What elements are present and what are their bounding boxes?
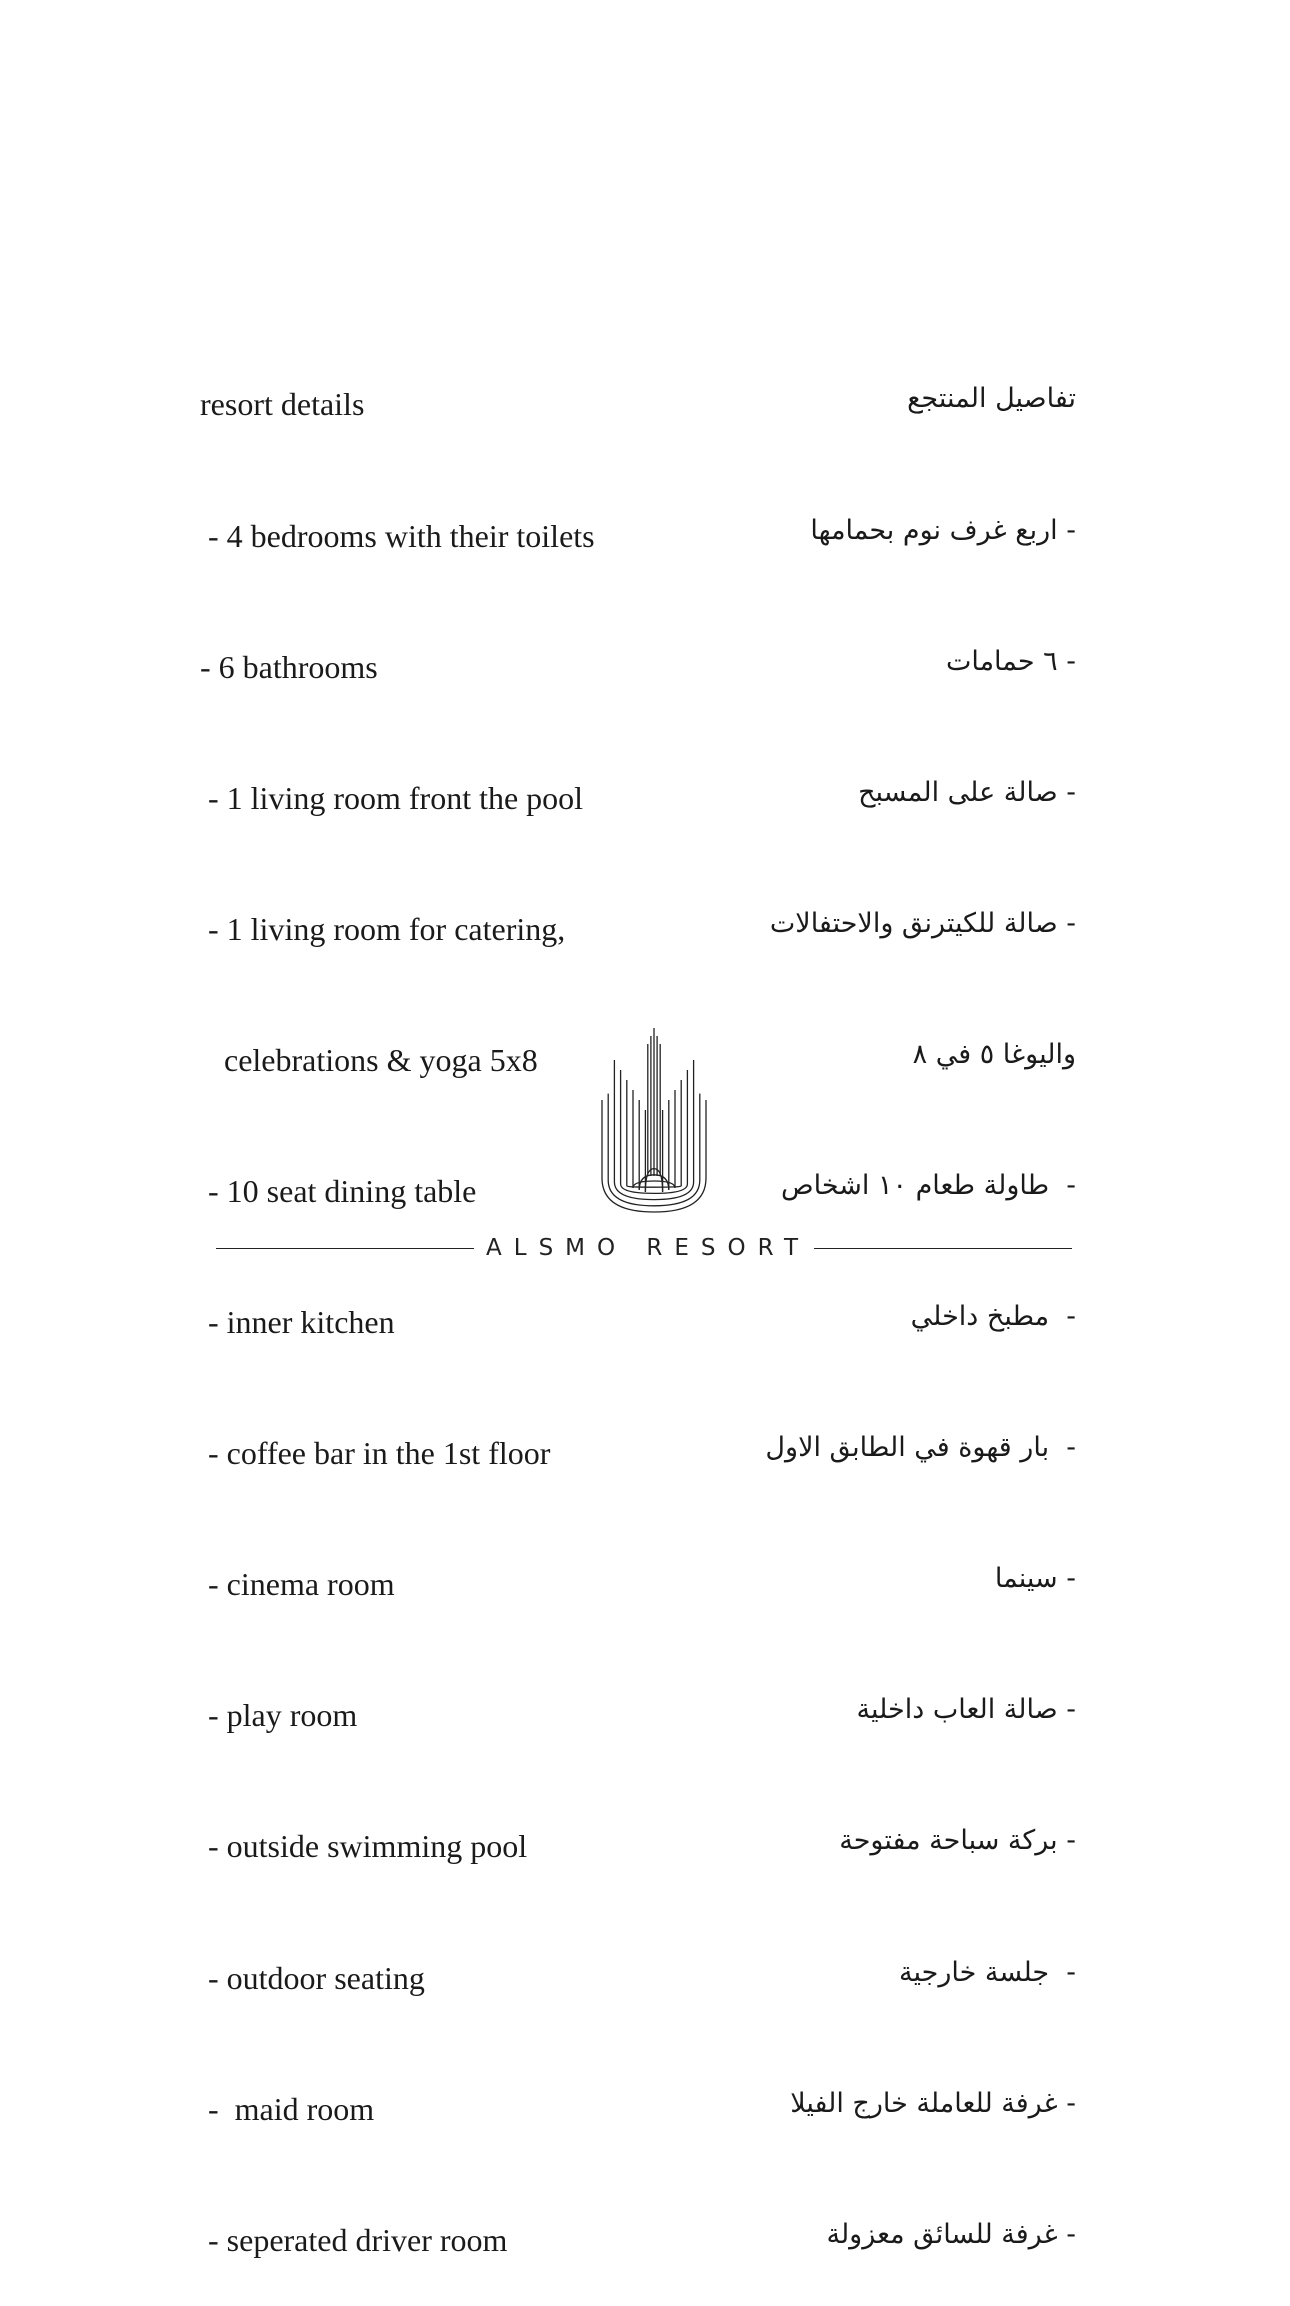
- english-item: - outside swimming pool: [200, 1828, 528, 1865]
- brand-rule-left: [216, 1248, 474, 1249]
- english-item: - cinema room: [200, 1566, 395, 1603]
- arabic-item: - غرفة للعاملة خارج الفيلا: [790, 2087, 1076, 2119]
- brand-footer: [216, 1228, 1072, 1268]
- arabic-item: - بركة سباحة مفتوحة: [839, 1825, 1076, 1857]
- arabic-item: - جلسة خارجية: [899, 1956, 1076, 1988]
- arabic-item: - صالة للكيترنق والاحتفالات: [769, 907, 1076, 939]
- english-item: - outdoor seating: [200, 1959, 425, 1996]
- arabic-item: - بار قهوة في الطابق الاول: [765, 1432, 1076, 1464]
- english-item: - 6 bathrooms: [200, 648, 378, 685]
- arabic-item: - طاولة طعام ١٠ اشخاص: [780, 1169, 1076, 1201]
- arabic-item: - غرفة للسائق معزولة: [826, 2218, 1076, 2250]
- english-item: - coffee bar in the 1st floor: [200, 1435, 551, 1472]
- arabic-item: - ٦ حمامات: [945, 645, 1076, 677]
- arabic-item: - اربع غرف نوم بحمامها: [810, 514, 1076, 546]
- english-item: - play room: [200, 1697, 358, 1734]
- english-title: resort details: [200, 386, 365, 423]
- brand-name: ALSMO RESORT: [486, 1235, 810, 1261]
- english-item: - inner kitchen: [200, 1304, 395, 1341]
- english-item: - 1 living room front the pool: [200, 779, 584, 816]
- drop-lines-logo-icon: [598, 1026, 710, 1216]
- english-item: - 1 living room for catering,: [200, 910, 566, 947]
- arabic-title: تفاصيل المنتجع: [907, 383, 1076, 415]
- arabic-details: [516, 290, 1076, 2300]
- arabic-item: - سينما: [994, 1563, 1076, 1595]
- english-item: celebrations & yoga 5x8: [200, 1041, 538, 1078]
- arabic-item: واليوغا ٥ في ٨: [912, 1038, 1076, 1070]
- arabic-item: - صالة العاب داخلية: [856, 1694, 1076, 1726]
- arabic-item: - صالة على المسبح: [858, 776, 1076, 808]
- brand-rule-right: [814, 1248, 1072, 1249]
- arabic-item: - مطبخ داخلي: [910, 1301, 1076, 1333]
- english-item: - seperated driver room: [200, 2221, 508, 2258]
- english-item: - 4 bedrooms with their toilets: [200, 517, 595, 554]
- english-item: - 10 seat dining table: [200, 1172, 477, 1209]
- english-item: - maid room: [200, 2090, 375, 2127]
